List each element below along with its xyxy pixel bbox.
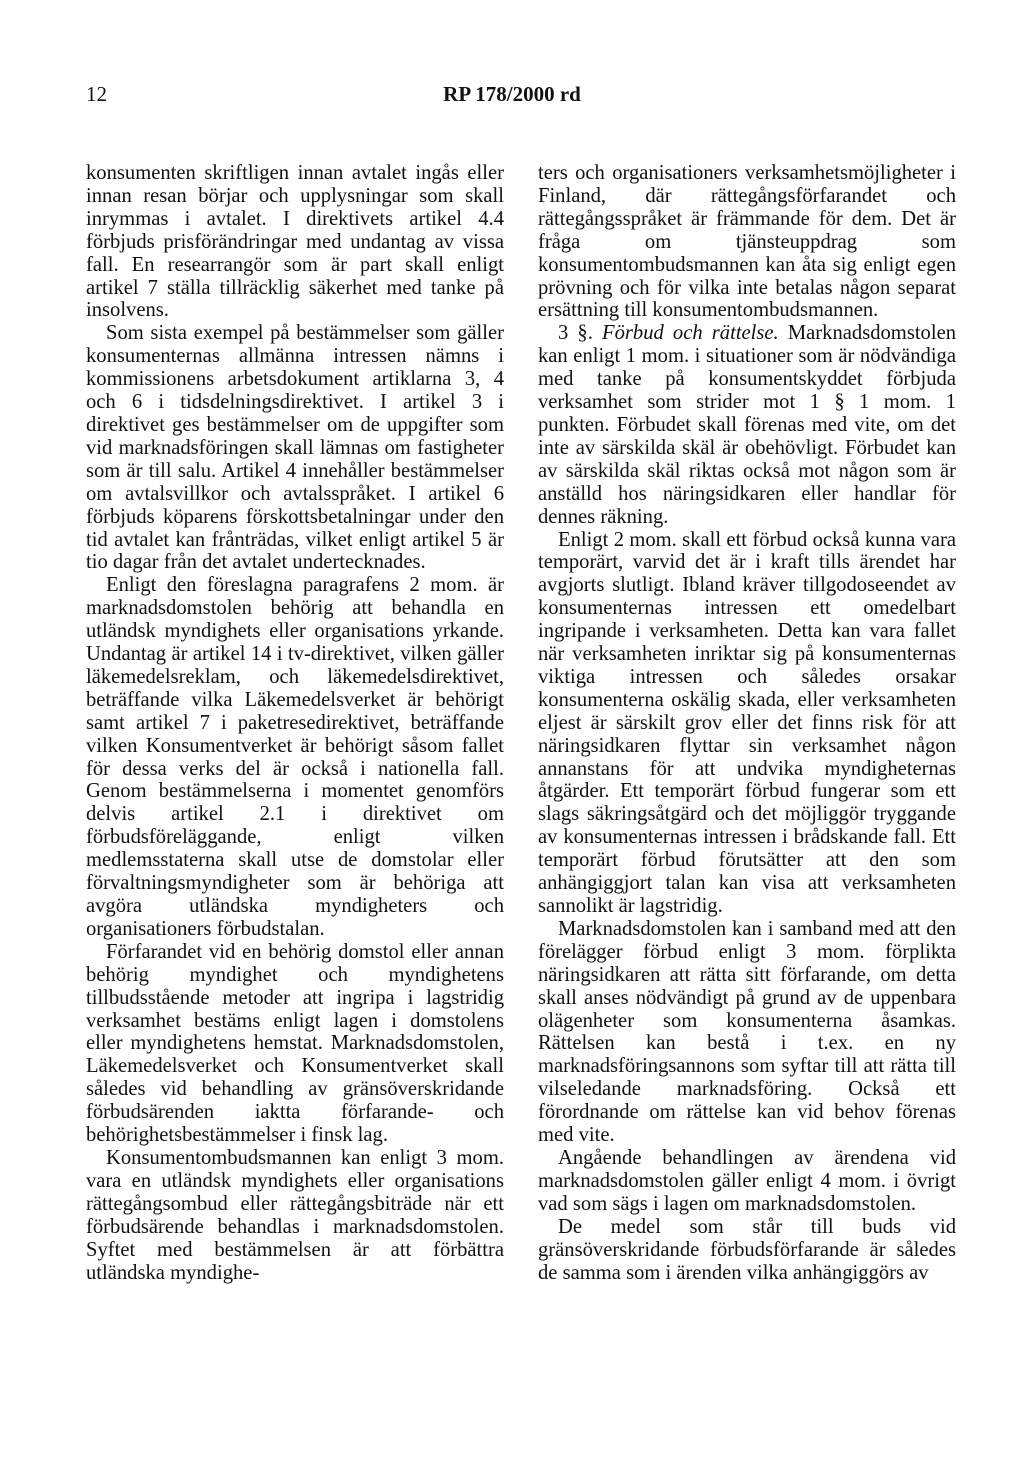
paragraph: ters och organisationers verksamhetsmöjligheter i Finland, där rättegångsförfarandet och rättegångsspråket är främmande för dem. Det är fråga om tjänsteuppdrag som konsumentombudsmannen kan åta sig enligt egen prövning och för vilka inte betalas någon separat ersättning till konsumentombudsmannen. <box>538 162 956 322</box>
left-column <box>86 162 504 1284</box>
paragraph: Som sista exempel på bestämmelser som gäller konsumenternas allmänna intressen nämns i kommissionens arbetsdokument artiklarna 3, 4 och 6 i tidsdelningsdirektivet. I artikel 3 i direktivet ges bestämmelser om de uppgifter som vid marknadsföringen skall lämnas om fastigheter som är till salu. Artikel 4 innehåller bestämmelser om avtalsvillkor och avtalsspråket. I artikel 6 förbjuds köparens förskottsbetalningar under den tid avtalet kan frånträdas, vilket enligt artikel 5 är tio dagar från det avtalet undertecknades. <box>86 322 504 574</box>
paragraph: Enligt den föreslagna paragrafens 2 mom. är marknadsdomstolen behörig att behandla en utländsk myndighets eller organisations yrkande. Undantag är artikel 14 i tv-direktivet, vilken gäller läkemedelsreklam, och läkemedelsdirektivet, beträffande vilka Läkemedelsverket är behörigt samt artikel 7 i paketresedirektivet, beträffande vilken Konsumentverket är behörigt såsom fallet för dessa verks del är också i nationella fall. Genom bestämmelserna i momentet genomförs delvis artikel 2.1 i direktivet om förbudsföreläggande, enligt vilken medlemsstaterna skall utse de domstolar eller förvaltningsmyndigheter som är behöriga att avgöra utländska myndigheters och organisationers förbudstalan. <box>86 574 504 940</box>
document-id: RP 178/2000 rd <box>443 82 581 106</box>
right-column <box>538 162 956 1284</box>
paragraph: Förfarandet vid en behörig domstol eller annan behörig myndighet och myndighetens tillbudsstående metoder att ingripa i lagstridig verksamhet bestäms enligt lagen i domstolens eller myndighetens hemstat. Marknadsdomstolen, Läkemedelsverket och Konsumentverket skall således vid behandling av gränsöverskridande förbudsärenden iaktta förfarande- och behörighetsbestämmelser i finsk lag. <box>86 940 504 1147</box>
page-header <box>0 82 1024 118</box>
paragraph: Angående behandlingen av ärendena vid marknadsdomstolen gäller enligt 4 mom. i övrigt vad som sägs i lagen om marknadsdomstolen. <box>538 1146 956 1215</box>
paragraph: Konsumentombudsmannen kan enligt 3 mom. vara en utländsk myndighets eller organisations rättegångsombud eller rättegångsbiträde när ett förbudsärende behandlas i marknadsdomstolen. Syftet med bestämmelsen är att förbättra utländska myndighe- <box>86 1146 504 1284</box>
page-number: 12 <box>86 82 107 106</box>
section-body: Marknadsdomstolen kan enligt 1 mom. i situationer som är nödvändiga med tanke på konsumentskyddet förbjuda verksamhet som strider mot 1 § 1 mom. 1 punkten. Förbudet skall förenas med vite, om det inte av särskilda skäl är obehövligt. Förbudet kan av särskilda skäl riktas också mot någon som är anställd hos näringsidkaren eller handlar för dennes räkning. <box>538 322 957 528</box>
section-number: 3 §. <box>558 322 593 345</box>
paragraph: konsumenten skriftligen innan avtalet ingås eller innan resan börjar och upplysningar som skall inrymmas i avtalet. I direktivets artikel 4.4 förbjuds prisförändringar med undantag av vissa fall. En researrangör som är part skall enligt artikel 7 ställa tillräcklig säkerhet med tanke på insolvens. <box>86 162 504 322</box>
paragraph: Marknadsdomstolen kan i samband med att den förelägger förbud enligt 3 mom. förplikta näringsidkaren att rätta sitt förfarande, om detta skall anses nödvändigt på grund av de uppenbara olägenheter som konsumenterna åsamkas. Rättelsen kan bestå i t.ex. en ny marknadsföringsannons som syftar till att rätta till vilseledande marknadsföring. Också ett förordnande om rättelse kan vid behov förenas med vite. <box>538 917 956 1147</box>
paragraph: De medel som står till buds vid gränsöverskridande förbudsförfarande är således de samma som i ärenden vilka anhängiggörs av <box>538 1215 956 1284</box>
section-paragraph <box>538 322 956 528</box>
paragraph: Enligt 2 mom. skall ett förbud också kunna vara temporärt, varvid det är i kraft tills ärendet har avgjorts slutligt. Ibland kräver tillgodoseendet av konsumenternas intressen ett omedelbart ingripande i verksamheten. Detta kan vara fallet när verksamheten inriktar sig på konsumenternas viktiga intressen och således orsakar konsumenterna oskälig skada, eller verksamheten eljest är särskilt grov eller det finns risk för att näringsidkaren flyttar sin verksamhet någon annanstans för att undvika myndigheternas åtgärder. Ett temporärt förbud fungerar som ett slags säkringsåtgärd och det möjliggör tryggande av konsumenternas intressen i brådskande fall. Ett temporärt förbud förutsätter att den som anhängiggjort talan kan visa att verksamheten sannolikt är lagstridig. <box>538 528 956 917</box>
section-title: Förbud och rättelse. <box>602 322 779 345</box>
